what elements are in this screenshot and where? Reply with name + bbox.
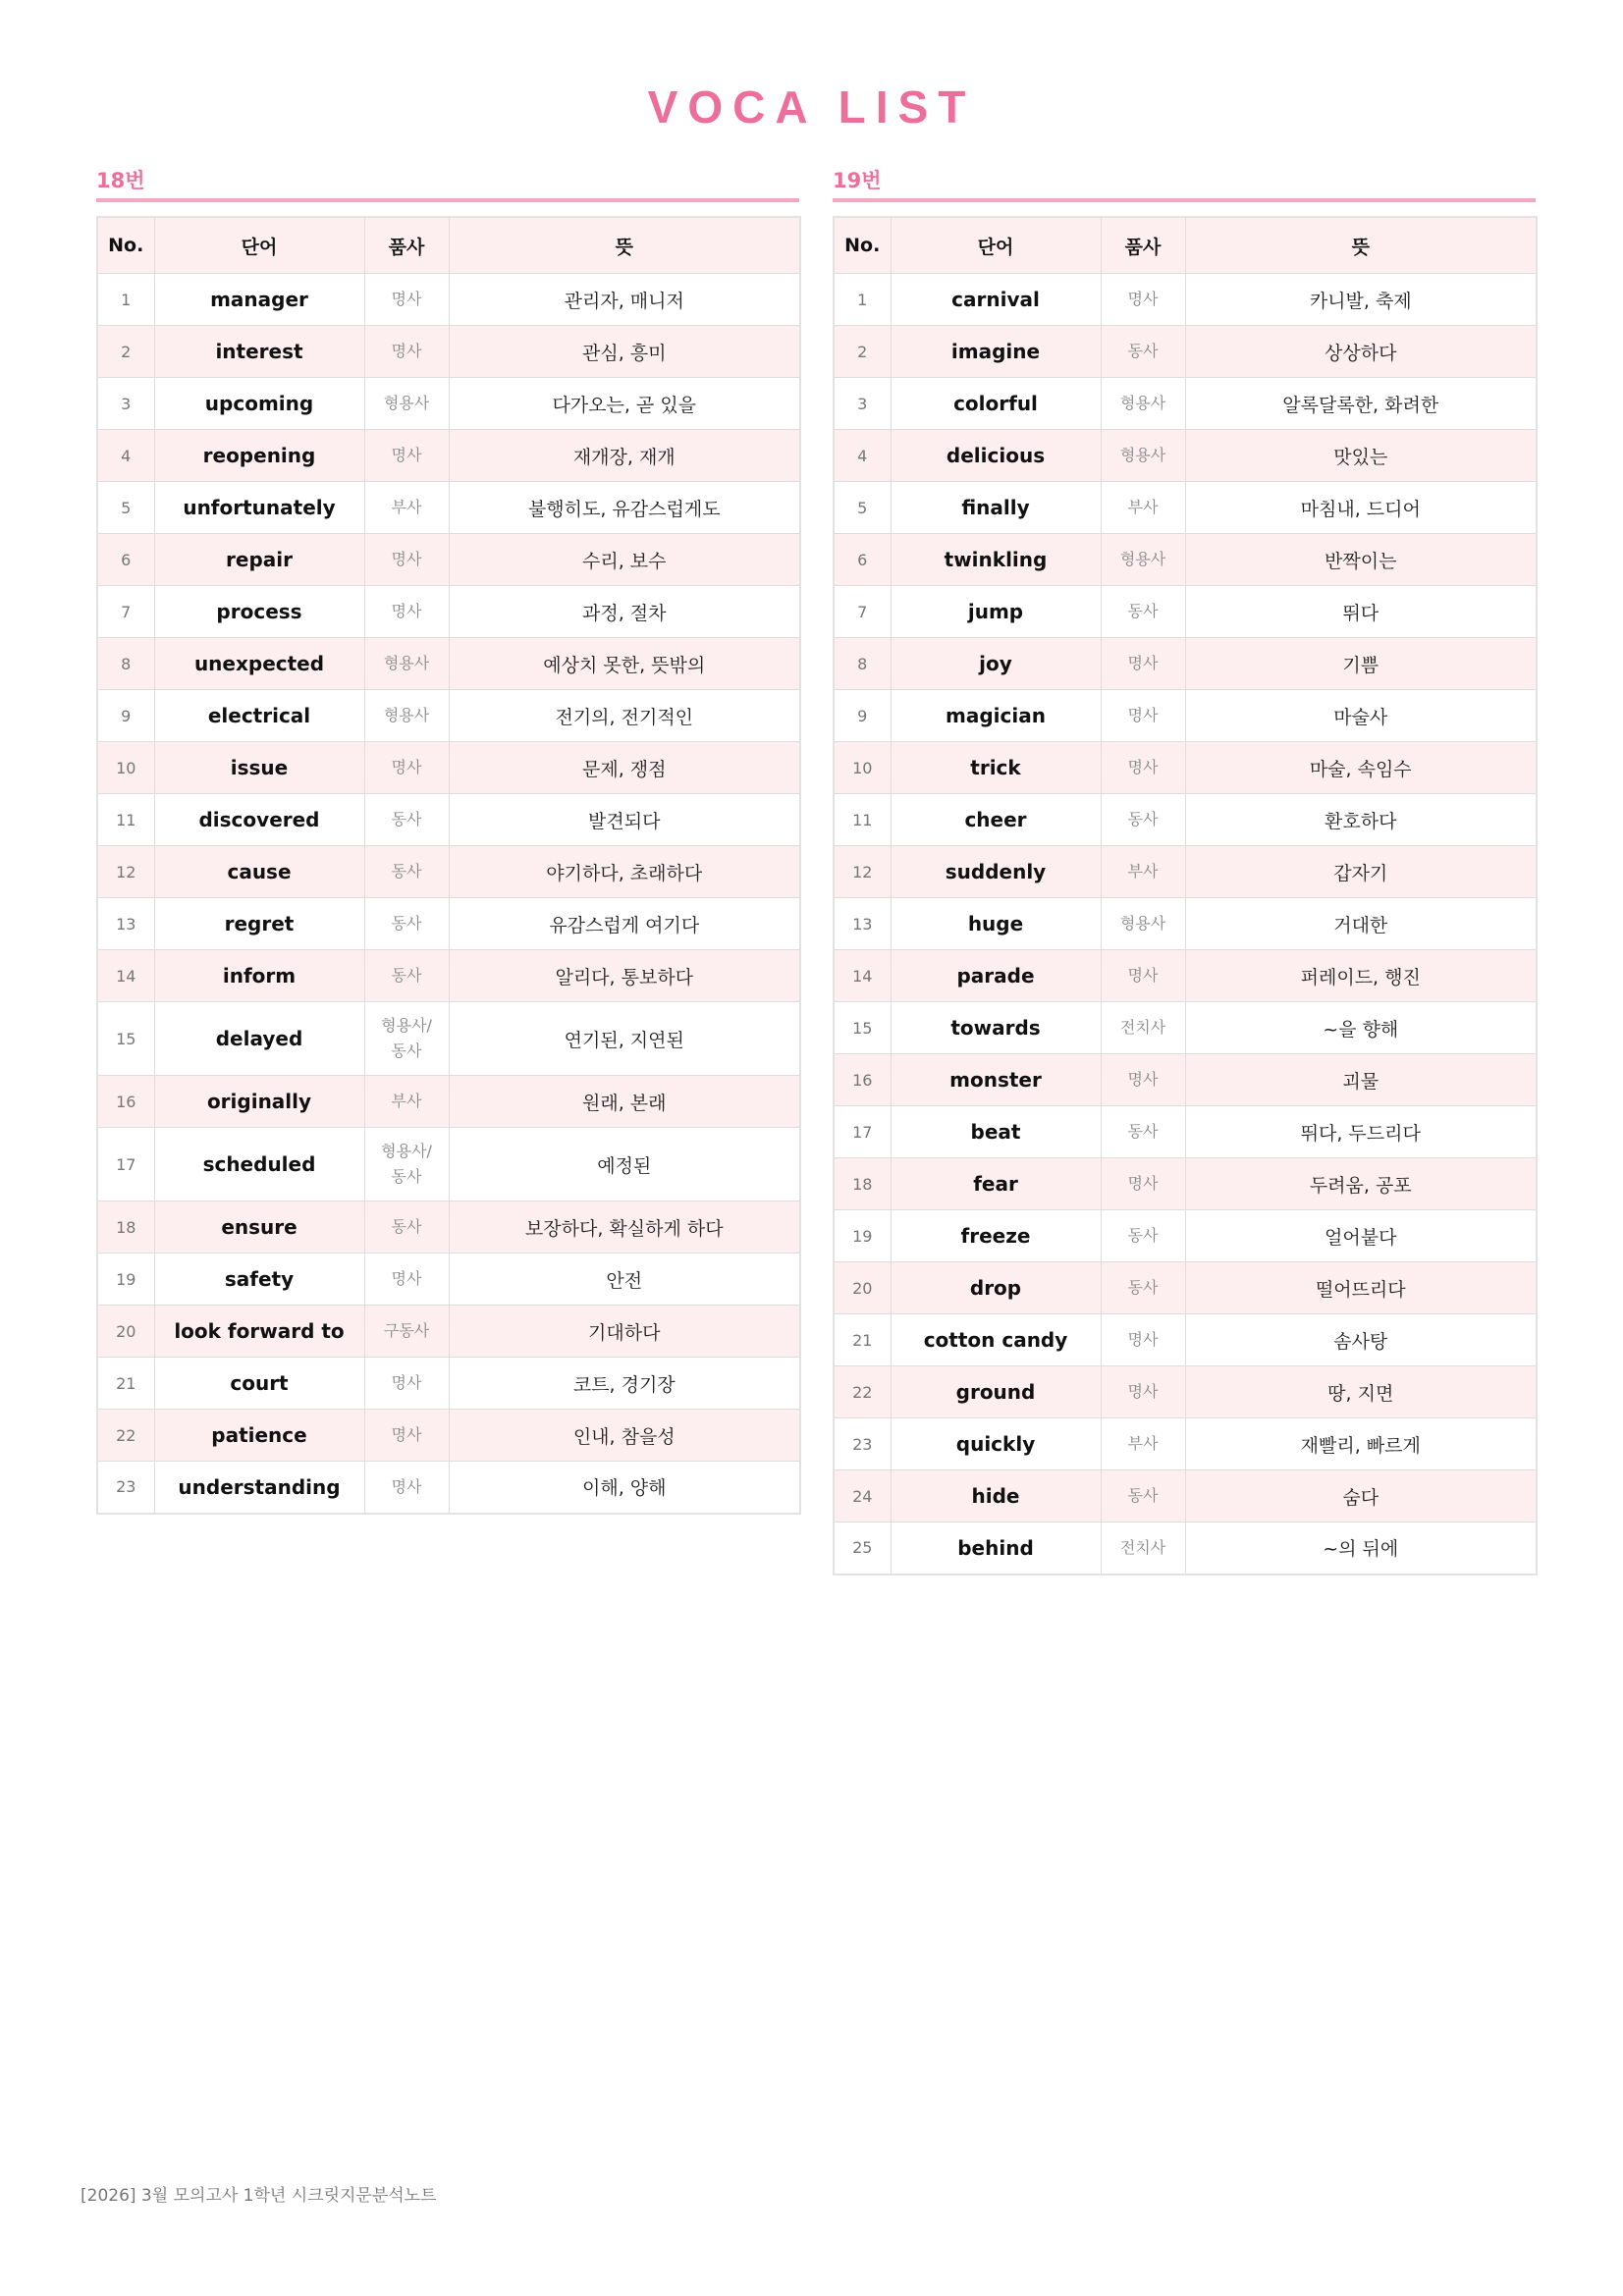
- meaning-cell: 마침내, 드디어: [1185, 482, 1537, 534]
- word-number: 19: [834, 1210, 891, 1262]
- word-cell: cause: [154, 846, 364, 898]
- part-of-speech-cell: 형용사: [1101, 378, 1185, 430]
- word-cell: fear: [891, 1158, 1101, 1210]
- word-number: 18: [834, 1158, 891, 1210]
- meaning-cell: 알리다, 통보하다: [449, 950, 800, 1002]
- part-of-speech-cell: 명사: [1101, 1158, 1185, 1210]
- table-row: [97, 1306, 800, 1358]
- page-title: VOCA LIST: [647, 81, 976, 133]
- part-of-speech-cell: 동사: [1101, 1470, 1185, 1522]
- meaning-cell: 알록달록한, 화려한: [1185, 378, 1537, 430]
- word-number: 22: [97, 1410, 154, 1462]
- word-cell: understanding: [154, 1462, 364, 1514]
- meaning-cell: 보장하다, 확실하게 하다: [449, 1201, 800, 1254]
- word-cell: interest: [154, 326, 364, 378]
- word-number: 24: [834, 1470, 891, 1522]
- word-cell: cotton candy: [891, 1314, 1101, 1366]
- word-cell: safety: [154, 1254, 364, 1306]
- word-cell: jump: [891, 586, 1101, 638]
- meaning-cell: 떨어뜨리다: [1185, 1262, 1537, 1314]
- word-number: 14: [97, 950, 154, 1002]
- word-cell: behind: [891, 1522, 1101, 1575]
- word-number: 21: [834, 1314, 891, 1366]
- meaning-cell: 관리자, 매니저: [449, 274, 800, 326]
- table-row: [97, 898, 800, 950]
- column-header-meaning: 뜻: [1185, 217, 1537, 274]
- meaning-cell: 뛰다: [1185, 586, 1537, 638]
- word-number: 15: [97, 1002, 154, 1076]
- part-of-speech-cell: 명사: [1101, 1314, 1185, 1366]
- meaning-cell: 마술사: [1185, 690, 1537, 742]
- word-number: 11: [97, 794, 154, 846]
- word-number: 19: [97, 1254, 154, 1306]
- part-of-speech-cell: 부사: [1101, 846, 1185, 898]
- word-number: 4: [97, 430, 154, 482]
- part-of-speech-cell: 동사: [364, 794, 449, 846]
- word-number: 3: [97, 378, 154, 430]
- table-row: [834, 430, 1537, 482]
- table-row: [834, 1054, 1537, 1106]
- table-row: [97, 1201, 800, 1254]
- word-cell: suddenly: [891, 846, 1101, 898]
- meaning-cell: 맛있는: [1185, 430, 1537, 482]
- part-of-speech-cell: 명사: [1101, 274, 1185, 326]
- word-cell: electrical: [154, 690, 364, 742]
- word-cell: regret: [154, 898, 364, 950]
- meaning-cell: 인내, 참을성: [449, 1410, 800, 1462]
- word-cell: upcoming: [154, 378, 364, 430]
- section-label: 18번: [96, 169, 145, 192]
- table-row: [834, 1522, 1537, 1575]
- part-of-speech-cell: 명사: [364, 742, 449, 794]
- table-row: [834, 1262, 1537, 1314]
- meaning-cell: 원래, 본래: [449, 1076, 800, 1128]
- word-number: 4: [834, 430, 891, 482]
- word-cell: unfortunately: [154, 482, 364, 534]
- meaning-cell: 안전: [449, 1254, 800, 1306]
- part-of-speech-cell: 부사: [1101, 482, 1185, 534]
- table-header-row: [97, 217, 800, 274]
- part-of-speech-cell: 부사: [1101, 1418, 1185, 1470]
- word-number: 17: [97, 1128, 154, 1201]
- table-row: [97, 846, 800, 898]
- word-cell: colorful: [891, 378, 1101, 430]
- vocab-table: [833, 216, 1538, 1575]
- word-cell: joy: [891, 638, 1101, 690]
- meaning-cell: 갑자기: [1185, 846, 1537, 898]
- table-row: [834, 950, 1537, 1002]
- vocab-section-18: [96, 167, 799, 1515]
- meaning-cell: 두려움, 공포: [1185, 1158, 1537, 1210]
- word-number: 12: [834, 846, 891, 898]
- word-cell: patience: [154, 1410, 364, 1462]
- word-number: 11: [834, 794, 891, 846]
- meaning-cell: 퍼레이드, 행진: [1185, 950, 1537, 1002]
- part-of-speech-cell: 형용사/ 동사: [364, 1002, 449, 1076]
- part-of-speech-cell: 명사: [364, 326, 449, 378]
- table-row: [97, 690, 800, 742]
- word-cell: beat: [891, 1106, 1101, 1158]
- word-cell: hide: [891, 1470, 1101, 1522]
- part-of-speech-cell: 형용사: [1101, 898, 1185, 950]
- part-of-speech-cell: 동사: [1101, 1106, 1185, 1158]
- table-row: [834, 1106, 1537, 1158]
- meaning-cell: 예상치 못한, 뜻밖의: [449, 638, 800, 690]
- word-number: 13: [834, 898, 891, 950]
- word-cell: ground: [891, 1366, 1101, 1418]
- table-row: [834, 1366, 1537, 1418]
- word-number: 25: [834, 1522, 891, 1575]
- word-number: 23: [97, 1462, 154, 1514]
- table-row: [834, 378, 1537, 430]
- word-number: 7: [834, 586, 891, 638]
- table-row: [97, 1128, 800, 1201]
- word-cell: ensure: [154, 1201, 364, 1254]
- page-footer: [2026] 3월 모의고사 1학년 시크릿지문분석노트: [81, 2186, 437, 2206]
- part-of-speech-cell: 형용사: [1101, 534, 1185, 586]
- table-row: [834, 326, 1537, 378]
- meaning-cell: 유감스럽게 여기다: [449, 898, 800, 950]
- table-row: [834, 794, 1537, 846]
- table-row: [97, 482, 800, 534]
- word-number: 1: [834, 274, 891, 326]
- meaning-cell: 뛰다, 두드리다: [1185, 1106, 1537, 1158]
- part-of-speech-cell: 동사: [364, 950, 449, 1002]
- part-of-speech-cell: 명사: [1101, 1366, 1185, 1418]
- part-of-speech-cell: 전치사: [1101, 1002, 1185, 1054]
- meaning-cell: 얼어붙다: [1185, 1210, 1537, 1262]
- part-of-speech-cell: 전치사: [1101, 1522, 1185, 1575]
- meaning-cell: 연기된, 지연된: [449, 1002, 800, 1076]
- word-cell: repair: [154, 534, 364, 586]
- word-cell: manager: [154, 274, 364, 326]
- part-of-speech-cell: 형용사: [364, 638, 449, 690]
- word-number: 21: [97, 1358, 154, 1410]
- part-of-speech-cell: 동사: [1101, 794, 1185, 846]
- word-number: 8: [834, 638, 891, 690]
- word-cell: freeze: [891, 1210, 1101, 1262]
- meaning-cell: 야기하다, 초래하다: [449, 846, 800, 898]
- meaning-cell: 재빨리, 빠르게: [1185, 1418, 1537, 1470]
- table-row: [834, 534, 1537, 586]
- word-number: 3: [834, 378, 891, 430]
- word-cell: reopening: [154, 430, 364, 482]
- table-row: [834, 690, 1537, 742]
- word-number: 13: [97, 898, 154, 950]
- word-cell: court: [154, 1358, 364, 1410]
- part-of-speech-cell: 명사: [364, 534, 449, 586]
- table-row: [834, 274, 1537, 326]
- meaning-cell: 솜사탕: [1185, 1314, 1537, 1366]
- word-number: 7: [97, 586, 154, 638]
- table-row: [834, 1470, 1537, 1522]
- word-cell: discovered: [154, 794, 364, 846]
- meaning-cell: 카니발, 축제: [1185, 274, 1537, 326]
- word-number: 16: [834, 1054, 891, 1106]
- table-row: [97, 430, 800, 482]
- word-number: 5: [834, 482, 891, 534]
- word-number: 9: [834, 690, 891, 742]
- table-row: [97, 326, 800, 378]
- word-cell: carnival: [891, 274, 1101, 326]
- table-row: [834, 1418, 1537, 1470]
- meaning-cell: 이해, 양해: [449, 1462, 800, 1514]
- section-divider: [96, 198, 799, 202]
- word-number: 2: [834, 326, 891, 378]
- part-of-speech-cell: 명사: [364, 1462, 449, 1514]
- word-number: 5: [97, 482, 154, 534]
- part-of-speech-cell: 동사: [364, 846, 449, 898]
- vocab-section-19: [833, 167, 1536, 1575]
- word-cell: huge: [891, 898, 1101, 950]
- part-of-speech-cell: 구동사: [364, 1306, 449, 1358]
- table-row: [97, 534, 800, 586]
- word-cell: originally: [154, 1076, 364, 1128]
- word-number: 23: [834, 1418, 891, 1470]
- word-number: 6: [834, 534, 891, 586]
- word-cell: imagine: [891, 326, 1101, 378]
- part-of-speech-cell: 형용사: [364, 378, 449, 430]
- part-of-speech-cell: 부사: [364, 1076, 449, 1128]
- column-header-meaning: 뜻: [449, 217, 800, 274]
- vocab-table-body: [97, 274, 800, 1514]
- word-cell: inform: [154, 950, 364, 1002]
- column-header-pos: 품사: [364, 217, 449, 274]
- word-cell: towards: [891, 1002, 1101, 1054]
- table-row: [834, 898, 1537, 950]
- meaning-cell: 기대하다: [449, 1306, 800, 1358]
- word-cell: twinkling: [891, 534, 1101, 586]
- part-of-speech-cell: 명사: [364, 1254, 449, 1306]
- meaning-cell: 문제, 쟁점: [449, 742, 800, 794]
- word-cell: look forward to: [154, 1306, 364, 1358]
- part-of-speech-cell: 형용사: [364, 690, 449, 742]
- word-cell: process: [154, 586, 364, 638]
- word-cell: unexpected: [154, 638, 364, 690]
- word-number: 17: [834, 1106, 891, 1158]
- part-of-speech-cell: 동사: [1101, 1262, 1185, 1314]
- table-row: [97, 1254, 800, 1306]
- meaning-cell: 예정된: [449, 1128, 800, 1201]
- column-header-no: No.: [834, 217, 891, 274]
- word-cell: monster: [891, 1054, 1101, 1106]
- meaning-cell: ~을 향해: [1185, 1002, 1537, 1054]
- part-of-speech-cell: 명사: [364, 1358, 449, 1410]
- meaning-cell: 땅, 지면: [1185, 1366, 1537, 1418]
- meaning-cell: 다가오는, 곧 있을: [449, 378, 800, 430]
- meaning-cell: 관심, 흥미: [449, 326, 800, 378]
- part-of-speech-cell: 부사: [364, 482, 449, 534]
- column-header-word: 단어: [154, 217, 364, 274]
- meaning-cell: 재개장, 재개: [449, 430, 800, 482]
- table-row: [97, 378, 800, 430]
- table-row: [97, 1358, 800, 1410]
- meaning-cell: 괴물: [1185, 1054, 1537, 1106]
- meaning-cell: 코트, 경기장: [449, 1358, 800, 1410]
- word-cell: scheduled: [154, 1128, 364, 1201]
- word-cell: cheer: [891, 794, 1101, 846]
- word-number: 10: [834, 742, 891, 794]
- meaning-cell: 상상하다: [1185, 326, 1537, 378]
- word-cell: delayed: [154, 1002, 364, 1076]
- word-number: 18: [97, 1201, 154, 1254]
- word-number: 15: [834, 1002, 891, 1054]
- meaning-cell: 반짝이는: [1185, 534, 1537, 586]
- column-header-word: 단어: [891, 217, 1101, 274]
- word-number: 20: [834, 1262, 891, 1314]
- table-row: [834, 742, 1537, 794]
- meaning-cell: 불행히도, 유감스럽게도: [449, 482, 800, 534]
- part-of-speech-cell: 동사: [364, 898, 449, 950]
- word-cell: delicious: [891, 430, 1101, 482]
- table-row: [834, 1210, 1537, 1262]
- column-header-no: No.: [97, 217, 154, 274]
- part-of-speech-cell: 형용사: [1101, 430, 1185, 482]
- section-label: 19번: [833, 169, 882, 192]
- part-of-speech-cell: 명사: [364, 274, 449, 326]
- word-cell: drop: [891, 1262, 1101, 1314]
- meaning-cell: 거대한: [1185, 898, 1537, 950]
- vocab-table-body: [834, 274, 1537, 1575]
- word-cell: finally: [891, 482, 1101, 534]
- meaning-cell: 환호하다: [1185, 794, 1537, 846]
- meaning-cell: 발견되다: [449, 794, 800, 846]
- word-number: 6: [97, 534, 154, 586]
- part-of-speech-cell: 동사: [1101, 326, 1185, 378]
- word-number: 22: [834, 1366, 891, 1418]
- table-row: [834, 1314, 1537, 1366]
- table-row: [97, 1076, 800, 1128]
- part-of-speech-cell: 명사: [364, 430, 449, 482]
- meaning-cell: 마술, 속임수: [1185, 742, 1537, 794]
- part-of-speech-cell: 형용사/ 동사: [364, 1128, 449, 1201]
- table-row: [834, 1002, 1537, 1054]
- table-row: [97, 742, 800, 794]
- word-number: 8: [97, 638, 154, 690]
- part-of-speech-cell: 명사: [364, 586, 449, 638]
- column-header-pos: 품사: [1101, 217, 1185, 274]
- word-number: 20: [97, 1306, 154, 1358]
- word-number: 16: [97, 1076, 154, 1128]
- word-number: 10: [97, 742, 154, 794]
- part-of-speech-cell: 동사: [1101, 586, 1185, 638]
- meaning-cell: 기쁨: [1185, 638, 1537, 690]
- table-header-row: [834, 217, 1537, 274]
- table-row: [834, 586, 1537, 638]
- part-of-speech-cell: 명사: [1101, 638, 1185, 690]
- part-of-speech-cell: 명사: [1101, 1054, 1185, 1106]
- table-row: [97, 1462, 800, 1514]
- part-of-speech-cell: 명사: [364, 1410, 449, 1462]
- meaning-cell: ~의 뒤에: [1185, 1522, 1537, 1575]
- part-of-speech-cell: 동사: [1101, 1210, 1185, 1262]
- meaning-cell: 전기의, 전기적인: [449, 690, 800, 742]
- word-cell: magician: [891, 690, 1101, 742]
- word-number: 12: [97, 846, 154, 898]
- vocab-table: [96, 216, 801, 1515]
- word-number: 2: [97, 326, 154, 378]
- part-of-speech-cell: 명사: [1101, 690, 1185, 742]
- table-row: [834, 1158, 1537, 1210]
- word-cell: issue: [154, 742, 364, 794]
- part-of-speech-cell: 동사: [364, 1201, 449, 1254]
- word-cell: trick: [891, 742, 1101, 794]
- word-cell: parade: [891, 950, 1101, 1002]
- table-row: [834, 482, 1537, 534]
- table-row: [834, 846, 1537, 898]
- table-row: [97, 794, 800, 846]
- table-row: [97, 274, 800, 326]
- table-row: [97, 950, 800, 1002]
- word-cell: quickly: [891, 1418, 1101, 1470]
- table-row: [834, 638, 1537, 690]
- word-number: 9: [97, 690, 154, 742]
- word-number: 1: [97, 274, 154, 326]
- table-row: [97, 1002, 800, 1076]
- table-row: [97, 586, 800, 638]
- part-of-speech-cell: 명사: [1101, 950, 1185, 1002]
- word-number: 14: [834, 950, 891, 1002]
- part-of-speech-cell: 명사: [1101, 742, 1185, 794]
- section-divider: [833, 198, 1536, 202]
- meaning-cell: 숨다: [1185, 1470, 1537, 1522]
- table-row: [97, 1410, 800, 1462]
- table-row: [97, 638, 800, 690]
- meaning-cell: 수리, 보수: [449, 534, 800, 586]
- meaning-cell: 과정, 절차: [449, 586, 800, 638]
